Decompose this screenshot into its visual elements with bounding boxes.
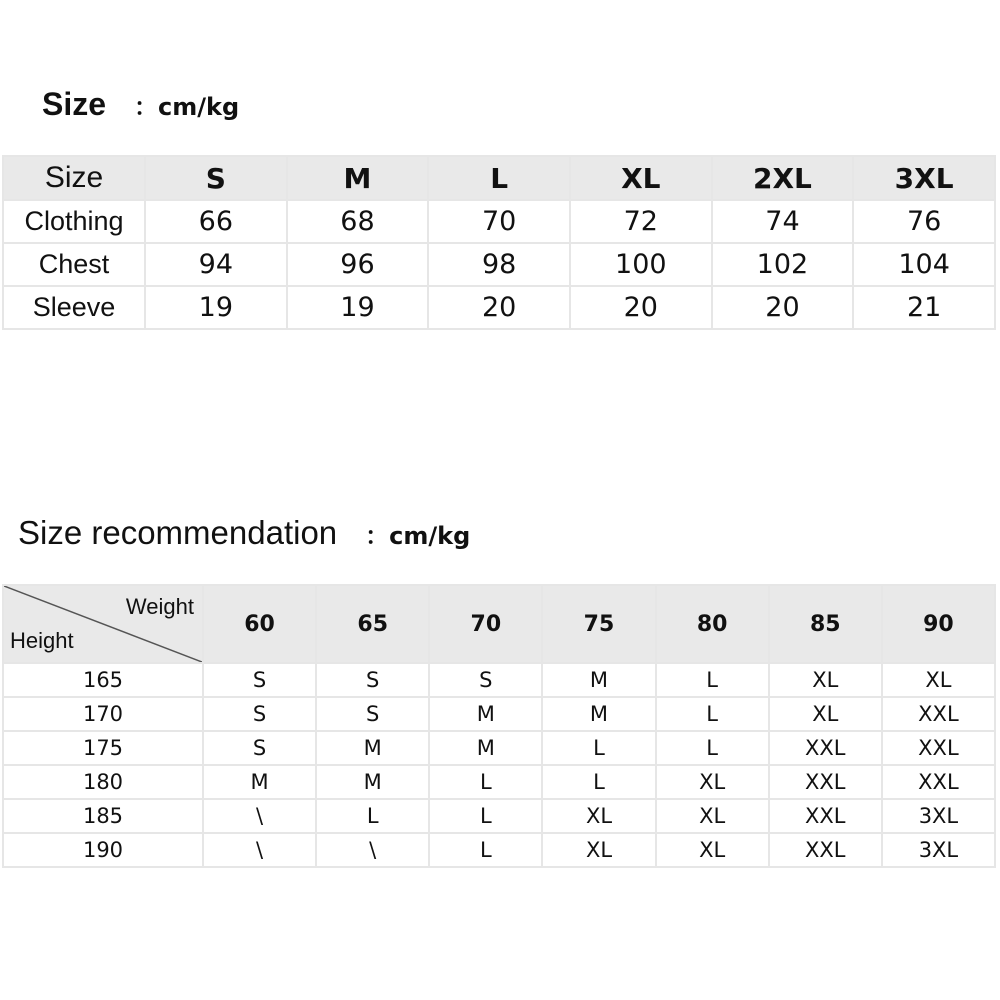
table-cell: M bbox=[542, 663, 655, 697]
table-cell: 3XL bbox=[882, 833, 995, 867]
table-cell: XL bbox=[656, 765, 769, 799]
table-cell: L bbox=[656, 697, 769, 731]
header-cell: Size bbox=[3, 156, 145, 200]
table-cell: 98 bbox=[428, 243, 570, 286]
table-cell: XL bbox=[542, 833, 655, 867]
header-cell: 3XL bbox=[853, 156, 995, 200]
table-cell: M bbox=[542, 697, 655, 731]
table-cell: XXL bbox=[882, 765, 995, 799]
table-row bbox=[3, 243, 995, 286]
table-cell: \ bbox=[203, 799, 316, 833]
height-cell: 185 bbox=[3, 799, 203, 833]
recommendation-header-row bbox=[3, 585, 995, 663]
table-row bbox=[3, 697, 995, 731]
table-cell: L bbox=[542, 731, 655, 765]
height-cell: 170 bbox=[3, 697, 203, 731]
weight-header-cell: 70 bbox=[429, 585, 542, 663]
table-cell: XXL bbox=[769, 765, 882, 799]
table-cell: XL bbox=[542, 799, 655, 833]
size-chart-header-row bbox=[3, 156, 995, 200]
row-label: Chest bbox=[3, 243, 145, 286]
table-cell: XXL bbox=[882, 697, 995, 731]
height-cell: 190 bbox=[3, 833, 203, 867]
table-cell: XXL bbox=[769, 833, 882, 867]
header-cell: XL bbox=[570, 156, 712, 200]
table-cell: S bbox=[203, 731, 316, 765]
weight-axis-label: Weight bbox=[125, 594, 194, 619]
table-cell: XL bbox=[656, 833, 769, 867]
table-cell: L bbox=[316, 799, 429, 833]
table-cell: XXL bbox=[769, 731, 882, 765]
header-cell: 2XL bbox=[712, 156, 854, 200]
size-recommendation-table bbox=[2, 584, 996, 868]
table-cell: 74 bbox=[712, 200, 854, 243]
table-cell: S bbox=[316, 697, 429, 731]
table-cell: XXL bbox=[882, 731, 995, 765]
height-cell: 180 bbox=[3, 765, 203, 799]
height-cell: 175 bbox=[3, 731, 203, 765]
table-cell: 100 bbox=[570, 243, 712, 286]
table-cell: 20 bbox=[570, 286, 712, 329]
header-cell: S bbox=[145, 156, 287, 200]
table-cell: S bbox=[203, 697, 316, 731]
table-cell: L bbox=[542, 765, 655, 799]
table-cell: L bbox=[429, 765, 542, 799]
table-cell: \ bbox=[316, 833, 429, 867]
corner-cell bbox=[3, 585, 203, 663]
table-cell: 96 bbox=[287, 243, 429, 286]
table-cell: 72 bbox=[570, 200, 712, 243]
recommendation-heading bbox=[18, 514, 470, 552]
weight-header-cell: 85 bbox=[769, 585, 882, 663]
table-cell: 102 bbox=[712, 243, 854, 286]
table-cell: S bbox=[429, 663, 542, 697]
table-row bbox=[3, 833, 995, 867]
recommendation-title: Size recommendation bbox=[18, 514, 338, 551]
table-row bbox=[3, 286, 995, 329]
table-row bbox=[3, 200, 995, 243]
table-cell: 76 bbox=[853, 200, 995, 243]
table-cell: 66 bbox=[145, 200, 287, 243]
table-cell: 21 bbox=[853, 286, 995, 329]
table-cell: L bbox=[429, 799, 542, 833]
table-cell: M bbox=[429, 731, 542, 765]
weight-header-cell: 75 bbox=[542, 585, 655, 663]
table-cell: XL bbox=[656, 799, 769, 833]
table-cell: M bbox=[316, 765, 429, 799]
size-chart-unit: ：cm/kg bbox=[134, 93, 240, 121]
recommendation-unit: ：cm/kg bbox=[365, 522, 471, 550]
table-cell: 104 bbox=[853, 243, 995, 286]
table-cell: 68 bbox=[287, 200, 429, 243]
height-axis-label: Height bbox=[10, 628, 74, 653]
table-row bbox=[3, 799, 995, 833]
table-cell: S bbox=[203, 663, 316, 697]
table-cell: M bbox=[429, 697, 542, 731]
table-row bbox=[3, 765, 995, 799]
table-cell: L bbox=[656, 663, 769, 697]
size-chart-heading bbox=[42, 86, 239, 123]
header-cell: M bbox=[287, 156, 429, 200]
table-cell: L bbox=[656, 731, 769, 765]
table-cell: 70 bbox=[428, 200, 570, 243]
height-cell: 165 bbox=[3, 663, 203, 697]
table-cell: 94 bbox=[145, 243, 287, 286]
table-row bbox=[3, 731, 995, 765]
header-cell: L bbox=[428, 156, 570, 200]
weight-header-cell: 60 bbox=[203, 585, 316, 663]
table-cell: XL bbox=[769, 663, 882, 697]
size-chart-table bbox=[2, 155, 996, 330]
table-cell: L bbox=[429, 833, 542, 867]
table-row bbox=[3, 663, 995, 697]
table-cell: M bbox=[316, 731, 429, 765]
weight-header-cell: 90 bbox=[882, 585, 995, 663]
table-cell: S bbox=[316, 663, 429, 697]
table-cell: 3XL bbox=[882, 799, 995, 833]
table-cell: \ bbox=[203, 833, 316, 867]
weight-header-cell: 80 bbox=[656, 585, 769, 663]
table-cell: 20 bbox=[428, 286, 570, 329]
size-chart-title: Size bbox=[42, 86, 107, 122]
table-cell: 19 bbox=[145, 286, 287, 329]
table-cell: XL bbox=[882, 663, 995, 697]
table-cell: M bbox=[203, 765, 316, 799]
table-cell: XL bbox=[769, 697, 882, 731]
row-label: Sleeve bbox=[3, 286, 145, 329]
row-label: Clothing bbox=[3, 200, 145, 243]
table-cell: XXL bbox=[769, 799, 882, 833]
table-cell: 19 bbox=[287, 286, 429, 329]
weight-header-cell: 65 bbox=[316, 585, 429, 663]
table-cell: 20 bbox=[712, 286, 854, 329]
